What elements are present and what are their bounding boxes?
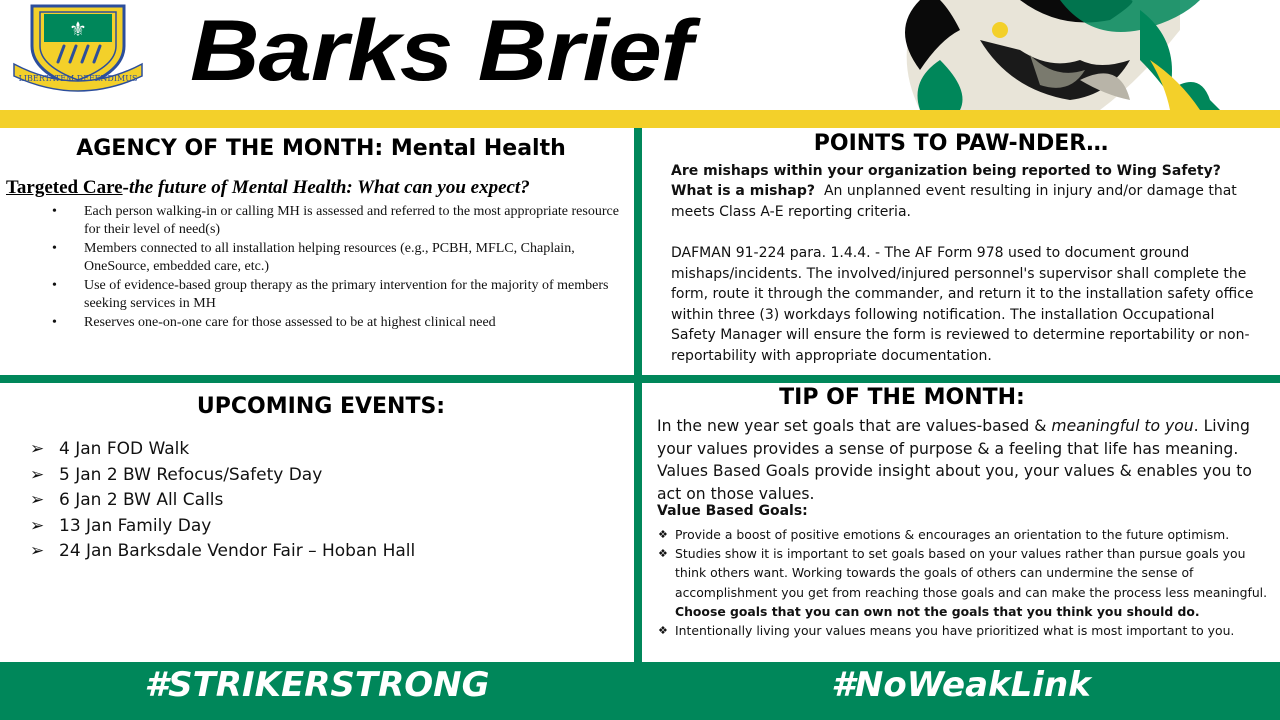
list-item: ➢ 6 Jan 2 BW All Calls [30, 490, 224, 510]
footer-hashtag-right: #NoWeakLink [831, 665, 1091, 705]
bullet-icon: • [52, 204, 57, 219]
bullet-icon: • [52, 315, 57, 330]
wing-shield-emblem-icon [10, 2, 146, 94]
tip-emphasis: meaningful to you [1051, 417, 1194, 435]
tip-intro: In the new year set goals that are values-based & meaningful to you. Living your values provides a sense of purpose & a feeling that life has meaning. Values Based Goals provide insight about you, your values & enables you to act on those values. [657, 417, 1252, 503]
svg-text:⚜: ⚜ [69, 17, 87, 41]
list-item: ❖ Intentionally living your values means you have prioritized what is most important to you. [658, 621, 1270, 640]
arrow-bullet-icon: ➢ [30, 464, 45, 485]
wing-shield-logo [10, 2, 146, 94]
tip-heading: TIP OF THE MONTH: [779, 385, 1025, 410]
list-item: ❖ Provide a boost of positive emotions & encourages an orientation to the future optimism. [658, 525, 1270, 544]
pawnder-question: Are mishaps within your organization being reported to Wing Safety? [671, 163, 1221, 179]
bulldog-mascot [880, 0, 1220, 110]
list-item: ➢ 5 Jan 2 BW Refocus/Safety Day [30, 464, 323, 485]
arrow-bullet-icon: ➢ [30, 439, 45, 459]
list-item: ➢ 4 Jan FOD Walk [30, 439, 190, 459]
pawnder-definition [671, 181, 1261, 222]
mishap-definition-text: An unplanned event resulting in injury and/or damage that meets Class A-E reporting criteria. [671, 183, 1237, 220]
pawnder-body: DAFMAN 91-224 para. 1.4.4. - The AF Form 978 used to document ground mishaps/incidents. The involved/injured personnel's supervisor shall complete the form, route it through the commander, and return it to the installation safety office within three (3) workdays following notification. The installation Occupational Safety Manager will ensure the form is reviewed to determine reportability or non-reportability with appropriate documentation. [671, 245, 1254, 364]
horizontal-divider [0, 375, 1280, 383]
list-item: ➢ 24 Jan Barksdale Vendor Fair – Hoban Hall [30, 541, 416, 561]
goals-heading: Value Based Goals: [657, 503, 808, 519]
agency-sub-underlined: Targeted Care [6, 177, 123, 198]
arrow-bullet-icon: ➢ [30, 515, 45, 536]
diamond-bullet-icon: ❖ [658, 547, 668, 561]
agency-sub-rest: -the future of Mental Health: What can you expect? [122, 177, 530, 198]
footer-hashtag-left: #STRIKERSTRONG [144, 665, 490, 705]
arrow-bullet-icon: ➢ [30, 541, 45, 561]
agency-subheading [6, 177, 631, 199]
svg-text:LIBERTATEM DEFENDIMUS: LIBERTATEM DEFENDIMUS [18, 74, 138, 83]
list-item: • Members connected to all installation helping resources (e.g., PCBH, MFLC, Chaplain, OneSource, embedded care, etc.) [52, 241, 575, 274]
list-item: • Use of evidence-based group therapy as the primary intervention for the majority of members seeking services in MH [52, 278, 609, 311]
pawnder-heading: POINTS TO PAW-NDER… [813, 131, 1109, 156]
page-title: Barks Brief [190, 3, 692, 99]
events-list [30, 439, 415, 567]
list-item: • Reserves one-on-one care for those assessed to be at highest clinical need [52, 315, 496, 330]
agency-heading: AGENCY OF THE MONTH: Mental Health [76, 136, 566, 161]
bulldog-icon [880, 0, 1220, 110]
agency-bullet-list [50, 203, 630, 333]
list-item: • Each person walking-in or calling MH is assessed and referred to the most appropriate resource for their level of need(s) [52, 204, 619, 237]
diamond-bullet-icon: ❖ [658, 624, 668, 638]
list-item: ➢ 13 Jan Family Day [30, 515, 212, 536]
header-gold-stripe [0, 110, 1280, 128]
bullet-icon: • [52, 241, 57, 256]
list-item: ❖ Studies show it is important to set goals based on your values rather than pursue goals you think others want. Working towards the goals of others can undermine the sense of accomplishment you get from reaching those goals and can make the process less meaningful. Choose goals that you can own not the goals that you think you should do. [658, 546, 1268, 619]
goals-list [658, 525, 1270, 640]
diamond-bullet-icon: ❖ [658, 528, 668, 541]
mishap-label: What is a mishap? [671, 183, 816, 199]
bullet-icon: • [52, 278, 57, 293]
events-heading: UPCOMING EVENTS: [196, 394, 446, 419]
arrow-bullet-icon: ➢ [30, 490, 45, 510]
